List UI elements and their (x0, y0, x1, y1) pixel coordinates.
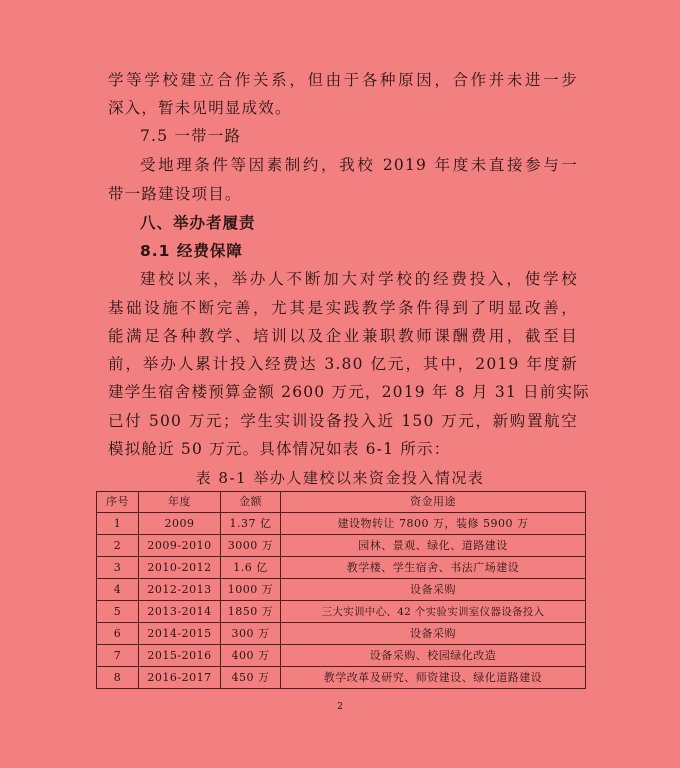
paragraph-line: 带一路建设项目。 (108, 185, 242, 203)
cell-index: 6 (97, 623, 139, 645)
cell-index: 2 (97, 535, 139, 557)
cell-amount: 1850 万 (221, 601, 281, 623)
cell-usage: 设备采购 (281, 623, 586, 645)
table-row (97, 601, 586, 623)
paragraph-line: 模拟舱近 50 万元。具体情况如表 6-1 所示： (108, 440, 451, 458)
cell-usage: 建设物转让 7800 万，装修 5900 万 (281, 513, 586, 535)
cell-year: 2012-2013 (139, 579, 221, 601)
cell-usage: 园林、景观、绿化、道路建设 (281, 535, 586, 557)
section-heading-8: 八、举办者履责 (140, 214, 256, 232)
cell-usage: 设备采购 (281, 579, 586, 601)
section-heading-7-5: 7.5 一带一路 (140, 127, 242, 145)
header-year: 年度 (139, 492, 221, 513)
paragraph-line: 深入，暂未见明显成效。 (108, 99, 292, 117)
paragraph-line: 学等学校建立合作关系，但由于各种原因，合作并未进一步 (108, 71, 578, 89)
table-row (97, 535, 586, 557)
table-row (97, 557, 586, 579)
cell-amount: 1.6 亿 (221, 557, 281, 579)
cell-year: 2009-2010 (139, 535, 221, 557)
table-row (97, 645, 586, 667)
table-row (97, 513, 586, 535)
cell-index: 7 (97, 645, 139, 667)
table-caption: 表 8-1 举办人建校以来资金投入情况表 (195, 469, 485, 487)
header-index: 序号 (97, 492, 139, 513)
cell-usage: 教学楼、学生宿舍、书法广场建设 (281, 557, 586, 579)
paragraph-line: 建学生宿舍楼预算金额 2600 万元，2019 年 8 月 31 日前实际 (108, 383, 590, 401)
cell-index: 1 (97, 513, 139, 535)
paragraph-line: 已付 500 万元；学生实训设备投入近 150 万元，新购置航空 (108, 412, 578, 430)
page-number: 2 (337, 702, 343, 712)
table-row (97, 667, 586, 689)
cell-index: 4 (97, 579, 139, 601)
cell-year: 2015-2016 (139, 645, 221, 667)
paragraph-line: 基础设施不断完善，尤其是实践教学条件得到了明显改善， (108, 299, 578, 317)
paragraph-line: 前，举办人累计投入经费达 3.80 亿元，其中，2019 年度新 (108, 355, 578, 373)
cell-year: 2010-2012 (139, 557, 221, 579)
cell-index: 3 (97, 557, 139, 579)
paragraph-line: 建校以来，举办人不断加大对学校的经费投入，使学校 (140, 270, 578, 288)
funding-table (96, 491, 586, 689)
section-heading-8-1: 8.1 经费保障 (140, 242, 243, 260)
cell-usage: 三大实训中心、42 个实验实训室仪器设备投入 (281, 601, 586, 623)
cell-amount: 3000 万 (221, 535, 281, 557)
cell-amount: 400 万 (221, 645, 281, 667)
cell-year: 2016-2017 (139, 667, 221, 689)
table-header-row (97, 492, 586, 513)
cell-amount: 1000 万 (221, 579, 281, 601)
cell-index: 8 (97, 667, 139, 689)
table-row (97, 623, 586, 645)
cell-year: 2013-2014 (139, 601, 221, 623)
cell-usage: 设备采购、校园绿化改造 (281, 645, 586, 667)
cell-index: 5 (97, 601, 139, 623)
cell-usage: 教学改革及研究、师资建设、绿化道路建设 (281, 667, 586, 689)
cell-year: 2014-2015 (139, 623, 221, 645)
cell-year: 2009 (139, 513, 221, 535)
cell-amount: 300 万 (221, 623, 281, 645)
cell-amount: 1.37 亿 (221, 513, 281, 535)
table-row (97, 579, 586, 601)
paragraph-line: 能满足各种教学、培训以及企业兼职教师课酬费用，截至目 (108, 327, 578, 345)
paragraph-line: 受地理条件等因素制约，我校 2019 年度未直接参与一 (140, 156, 578, 174)
header-usage: 资金用途 (281, 492, 586, 513)
header-amount: 金额 (221, 492, 281, 513)
cell-amount: 450 万 (221, 667, 281, 689)
